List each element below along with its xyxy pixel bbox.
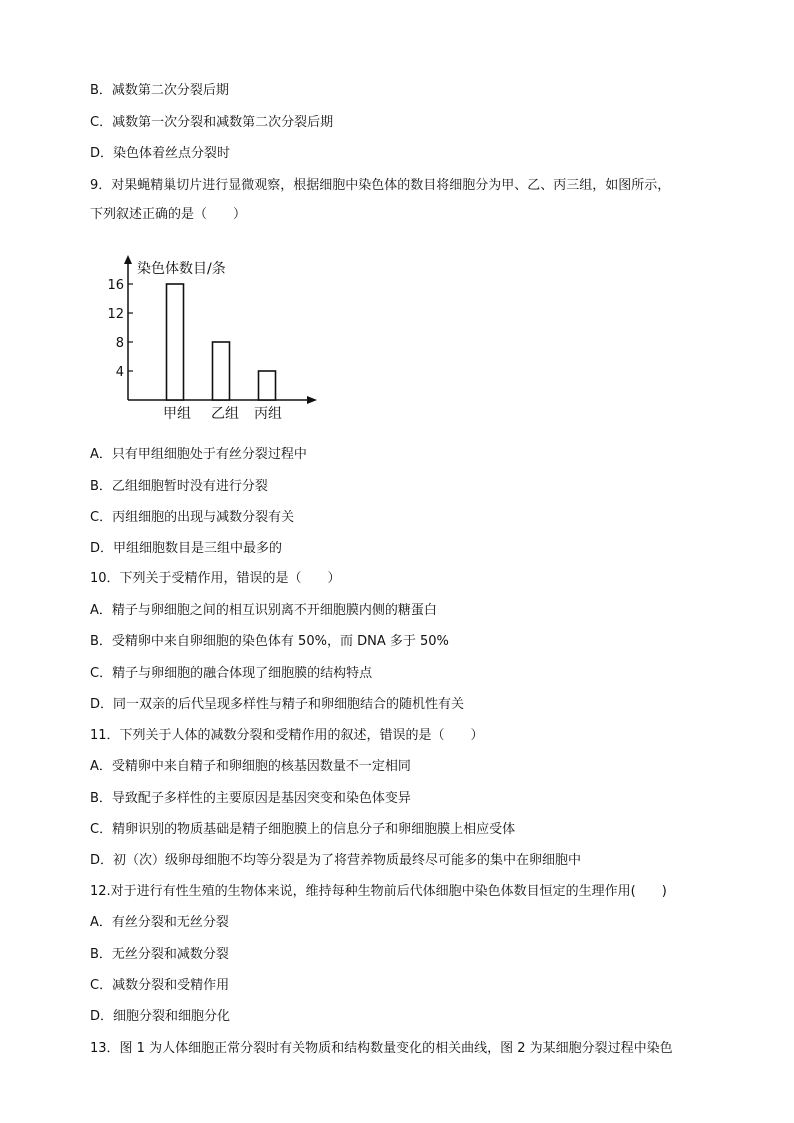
option-12d: D．细胞分裂和细胞分化: [90, 1009, 231, 1024]
option-10a: A．精子与卵细胞之间的相互识别离不开细胞膜内侧的糖蛋白: [90, 603, 437, 618]
option-9a: A．只有甲组细胞处于有丝分裂过程中: [90, 447, 307, 462]
question-10: 10．下列关于受精作用，错误的是（ ）: [90, 571, 341, 586]
option-8b: B．减数第二次分裂后期: [90, 83, 229, 98]
question-11: 11．下列关于人体的减数分裂和受精作用的叙述，错误的是（ ）: [90, 728, 484, 743]
chromosome-count-chart: [107, 252, 325, 424]
bar-3: [259, 371, 276, 400]
question-9-line-2: 下列叙述正确的是（ ）: [90, 207, 247, 222]
x-category-label: 甲组: [163, 406, 191, 422]
option-10d: D．同一双亲的后代呈现多样性与精子和卵细胞结合的随机性有关: [90, 697, 465, 712]
option-8d: D．染色体着丝点分裂时: [90, 146, 231, 161]
question-13: 13．图 1 为人体细胞正常分裂时有关物质和结构数量变化的相关曲线，图 2 为某细胞分裂过程中染色: [90, 1041, 673, 1056]
y-tick-label: 4: [115, 365, 124, 380]
option-11c: C．精卵识别的物质基础是精子细胞膜上的信息分子和卵细胞膜上相应受体: [90, 822, 516, 837]
question-9-line-1: 9．对果蝇精巢切片进行显微观察，根据细胞中染色体的数目将细胞分为甲、乙、丙三组，如图所示，: [90, 178, 671, 193]
y-tick-label: 12: [107, 307, 124, 322]
option-11d: D．初（次）级卵母细胞不均等分裂是为了将营养物质最终尽可能多的集中在卵细胞中: [90, 853, 582, 868]
y-tick-label: 16: [107, 278, 124, 293]
option-12c: C．减数分裂和受精作用: [90, 978, 230, 993]
x-category-label: 丙组: [254, 406, 282, 422]
option-9b: B．乙组细胞暂时没有进行分裂: [90, 479, 268, 494]
bar-2: [213, 342, 230, 400]
question-12: 12.对于进行有性生殖的生物体来说，维持每种生物前后代体细胞中染色体数目恒定的生理作用( ): [90, 884, 667, 899]
x-axis-arrow: [307, 396, 317, 404]
chart-svg: [107, 252, 325, 424]
x-category-label: 乙组: [211, 406, 239, 422]
option-9c: C．丙组细胞的出现与减数分裂有关: [90, 510, 295, 525]
y-axis-label: 染色体数目/条: [137, 261, 226, 277]
option-11b: B．导致配子多样性的主要原因是基因突变和染色体变异: [90, 791, 411, 806]
option-10c: C．精子与卵细胞的融合体现了细胞膜的结构特点: [90, 666, 373, 681]
option-12b: B．无丝分裂和减数分裂: [90, 947, 229, 962]
bar-1: [167, 284, 184, 400]
y-axis-arrow: [124, 255, 132, 264]
y-tick-label: 8: [115, 336, 124, 351]
option-11a: A．受精卵中来自精子和卵细胞的核基因数量不一定相同: [90, 759, 411, 774]
option-10b: B．受精卵中来自卵细胞的染色体有 50%，而 DNA 多于 50%: [90, 634, 449, 649]
option-9d: D．甲组细胞数目是三组中最多的: [90, 541, 283, 556]
option-8c: C．减数第一次分裂和减数第二次分裂后期: [90, 115, 334, 130]
option-12a: A．有丝分裂和无丝分裂: [90, 915, 229, 930]
